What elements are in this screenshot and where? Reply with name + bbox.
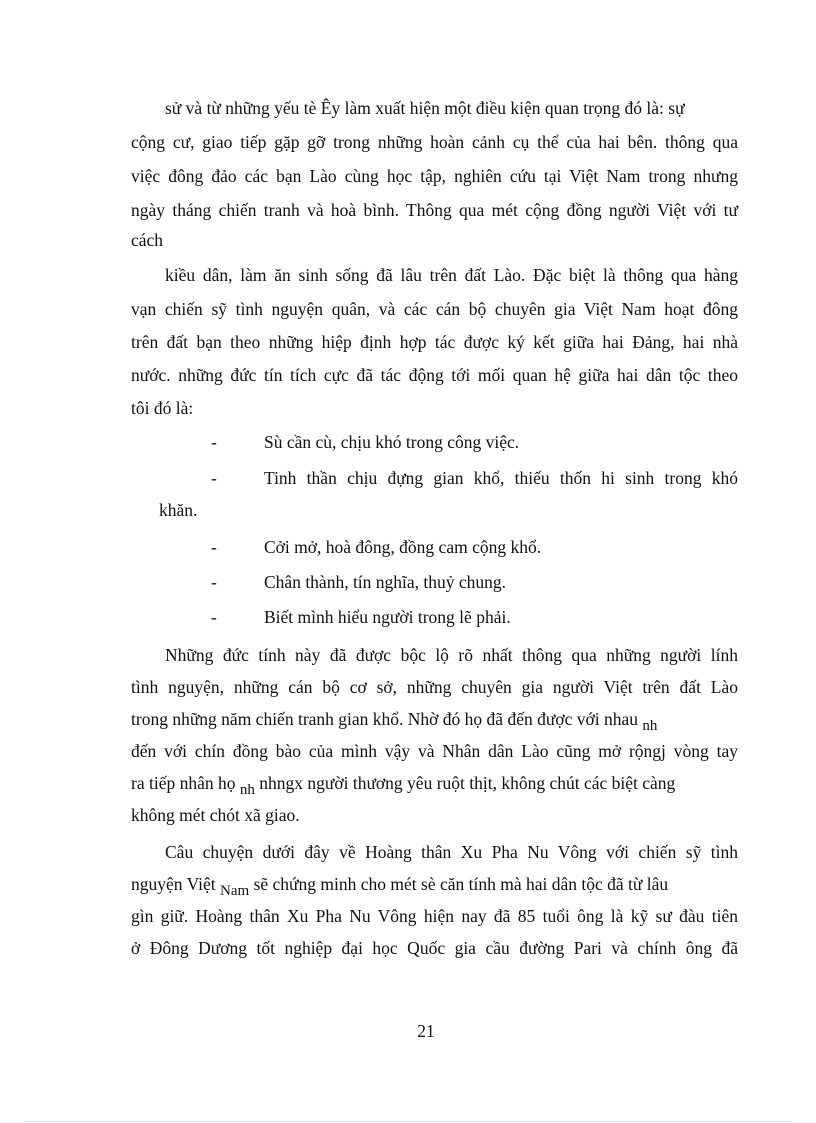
page-number: 21	[417, 1021, 435, 1041]
bullet-item-5: Biết mình hiểu người trong lẽ phải.	[264, 607, 511, 627]
paragraph-3-line-6: không mét chót xã giao.	[131, 805, 300, 825]
paragraph-3-line-3-subscript: nh	[642, 718, 658, 734]
paragraph-2-line-3: trên đất bạn theo những hiệp định hợp tác được ký kết giữa hai Đảng, hai nhà	[131, 332, 738, 352]
paragraph-3-line-3-text: trong những năm chiến tranh gian khổ. Nhờ đó họ đã đến được với nhau	[131, 709, 638, 729]
bullet-item-3: Cởi mở, hoà đông, đồng cam cộng khổ.	[264, 537, 542, 557]
bullet-dash-3: -	[211, 537, 217, 557]
bullet-item-4: Chân thành, tín nghĩa, thuỷ chung.	[264, 572, 507, 592]
paragraph-3-line-5-text-b: nhngx người thương yêu ruột thịt, không chút các biệt càng	[259, 773, 676, 793]
paragraph-4-line-1: Câu chuyện dưới đây về Hoàng thân Xu Pha Nu Vông với chiến sỹ tình	[165, 842, 738, 862]
paragraph-1-line-2: cộng cư, giao tiếp gặp gỡ trong những hoàn cảnh cụ thể của hai bên. thông qua	[131, 132, 738, 152]
paragraph-3-line-5-subscript: nh	[239, 782, 255, 798]
paragraph-2-line-5: tôi đó là:	[131, 398, 194, 418]
paragraph-3-line-5-text-a: ra tiếp nhân họ	[131, 773, 236, 793]
paragraph-1-line-4: ngày tháng chiến tranh và hoà bình. Thông qua mét cộng đồng người Việt với tư	[131, 200, 738, 220]
paragraph-2-line-4: nước. những đức tín tích cực đã tác động tới mối quan hệ giữa hai dân tộc theo	[131, 365, 738, 385]
paragraph-3-line-3	[131, 708, 657, 732]
paragraph-1-line-1: sử và từ những yếu tè Êy làm xuất hiện một điều kiện quan trọng đó là: sự	[165, 98, 685, 118]
paragraph-2-line-1: kiều dân, làm ăn sinh sống đã lâu trên đất Lào. Đặc biệt là thông qua hàng	[165, 265, 738, 285]
bullet-dash-5: -	[211, 607, 217, 627]
paragraph-3-line-5	[131, 772, 738, 796]
paragraph-4-line-2	[131, 873, 738, 897]
paragraph-3-line-1: Những đức tính này đã được bộc lộ rõ nhất thông qua những người lính	[165, 645, 738, 665]
bullet-item-2-line-1: Tinh thần chịu đựng gian khổ, thiếu thốn hi sinh trong khó	[264, 468, 738, 488]
paragraph-4-line-2-text-b: sẽ chứng minh cho mét sè căn tính mà hai dân tộc đã từ lâu	[253, 874, 669, 894]
paragraph-4-line-2-text-a: nguyện Việt	[131, 874, 216, 894]
page-bottom-divider	[24, 1121, 792, 1122]
paragraph-3-line-4: đến với chín đồng bào của mình vậy và Nhân dân Lào cũng mở rộngj vòng tay	[131, 741, 738, 761]
paragraph-2-line-2: vạn chiến sỹ tình nguyện quân, và các cán bộ chuyên gia Việt Nam hoạt đông	[131, 299, 738, 319]
paragraph-1-line-5: cách	[131, 230, 164, 250]
paragraph-4-line-3: gìn giữ. Hoàng thân Xu Pha Nu Vông hiện nay đã 85 tuổi ông là kỹ sư đàu tiên	[131, 906, 738, 926]
bullet-item-2-line-2: khăn.	[159, 500, 198, 520]
bullet-dash-4: -	[211, 572, 217, 592]
bullet-dash-2: -	[211, 468, 217, 488]
paragraph-3-line-2: tình nguyện, những cán bộ cơ sở, những chuyên gia người Việt trên đất Lào	[131, 677, 738, 697]
bullet-dash-1: -	[211, 432, 217, 452]
bullet-item-1: Sù cần cù, chịu khó trong công việc.	[264, 432, 520, 452]
paragraph-4-line-4: ở Đông Dương tốt nghiệp đại học Quốc gia cầu đường Pari và chính ông đã	[131, 938, 738, 958]
paragraph-1-line-3: việc đông đảo các bạn Lào cùng học tập, nghiên cứu tại Việt Nam trong nhưng	[131, 166, 738, 186]
paragraph-4-line-2-subscript: Nam	[220, 883, 250, 899]
